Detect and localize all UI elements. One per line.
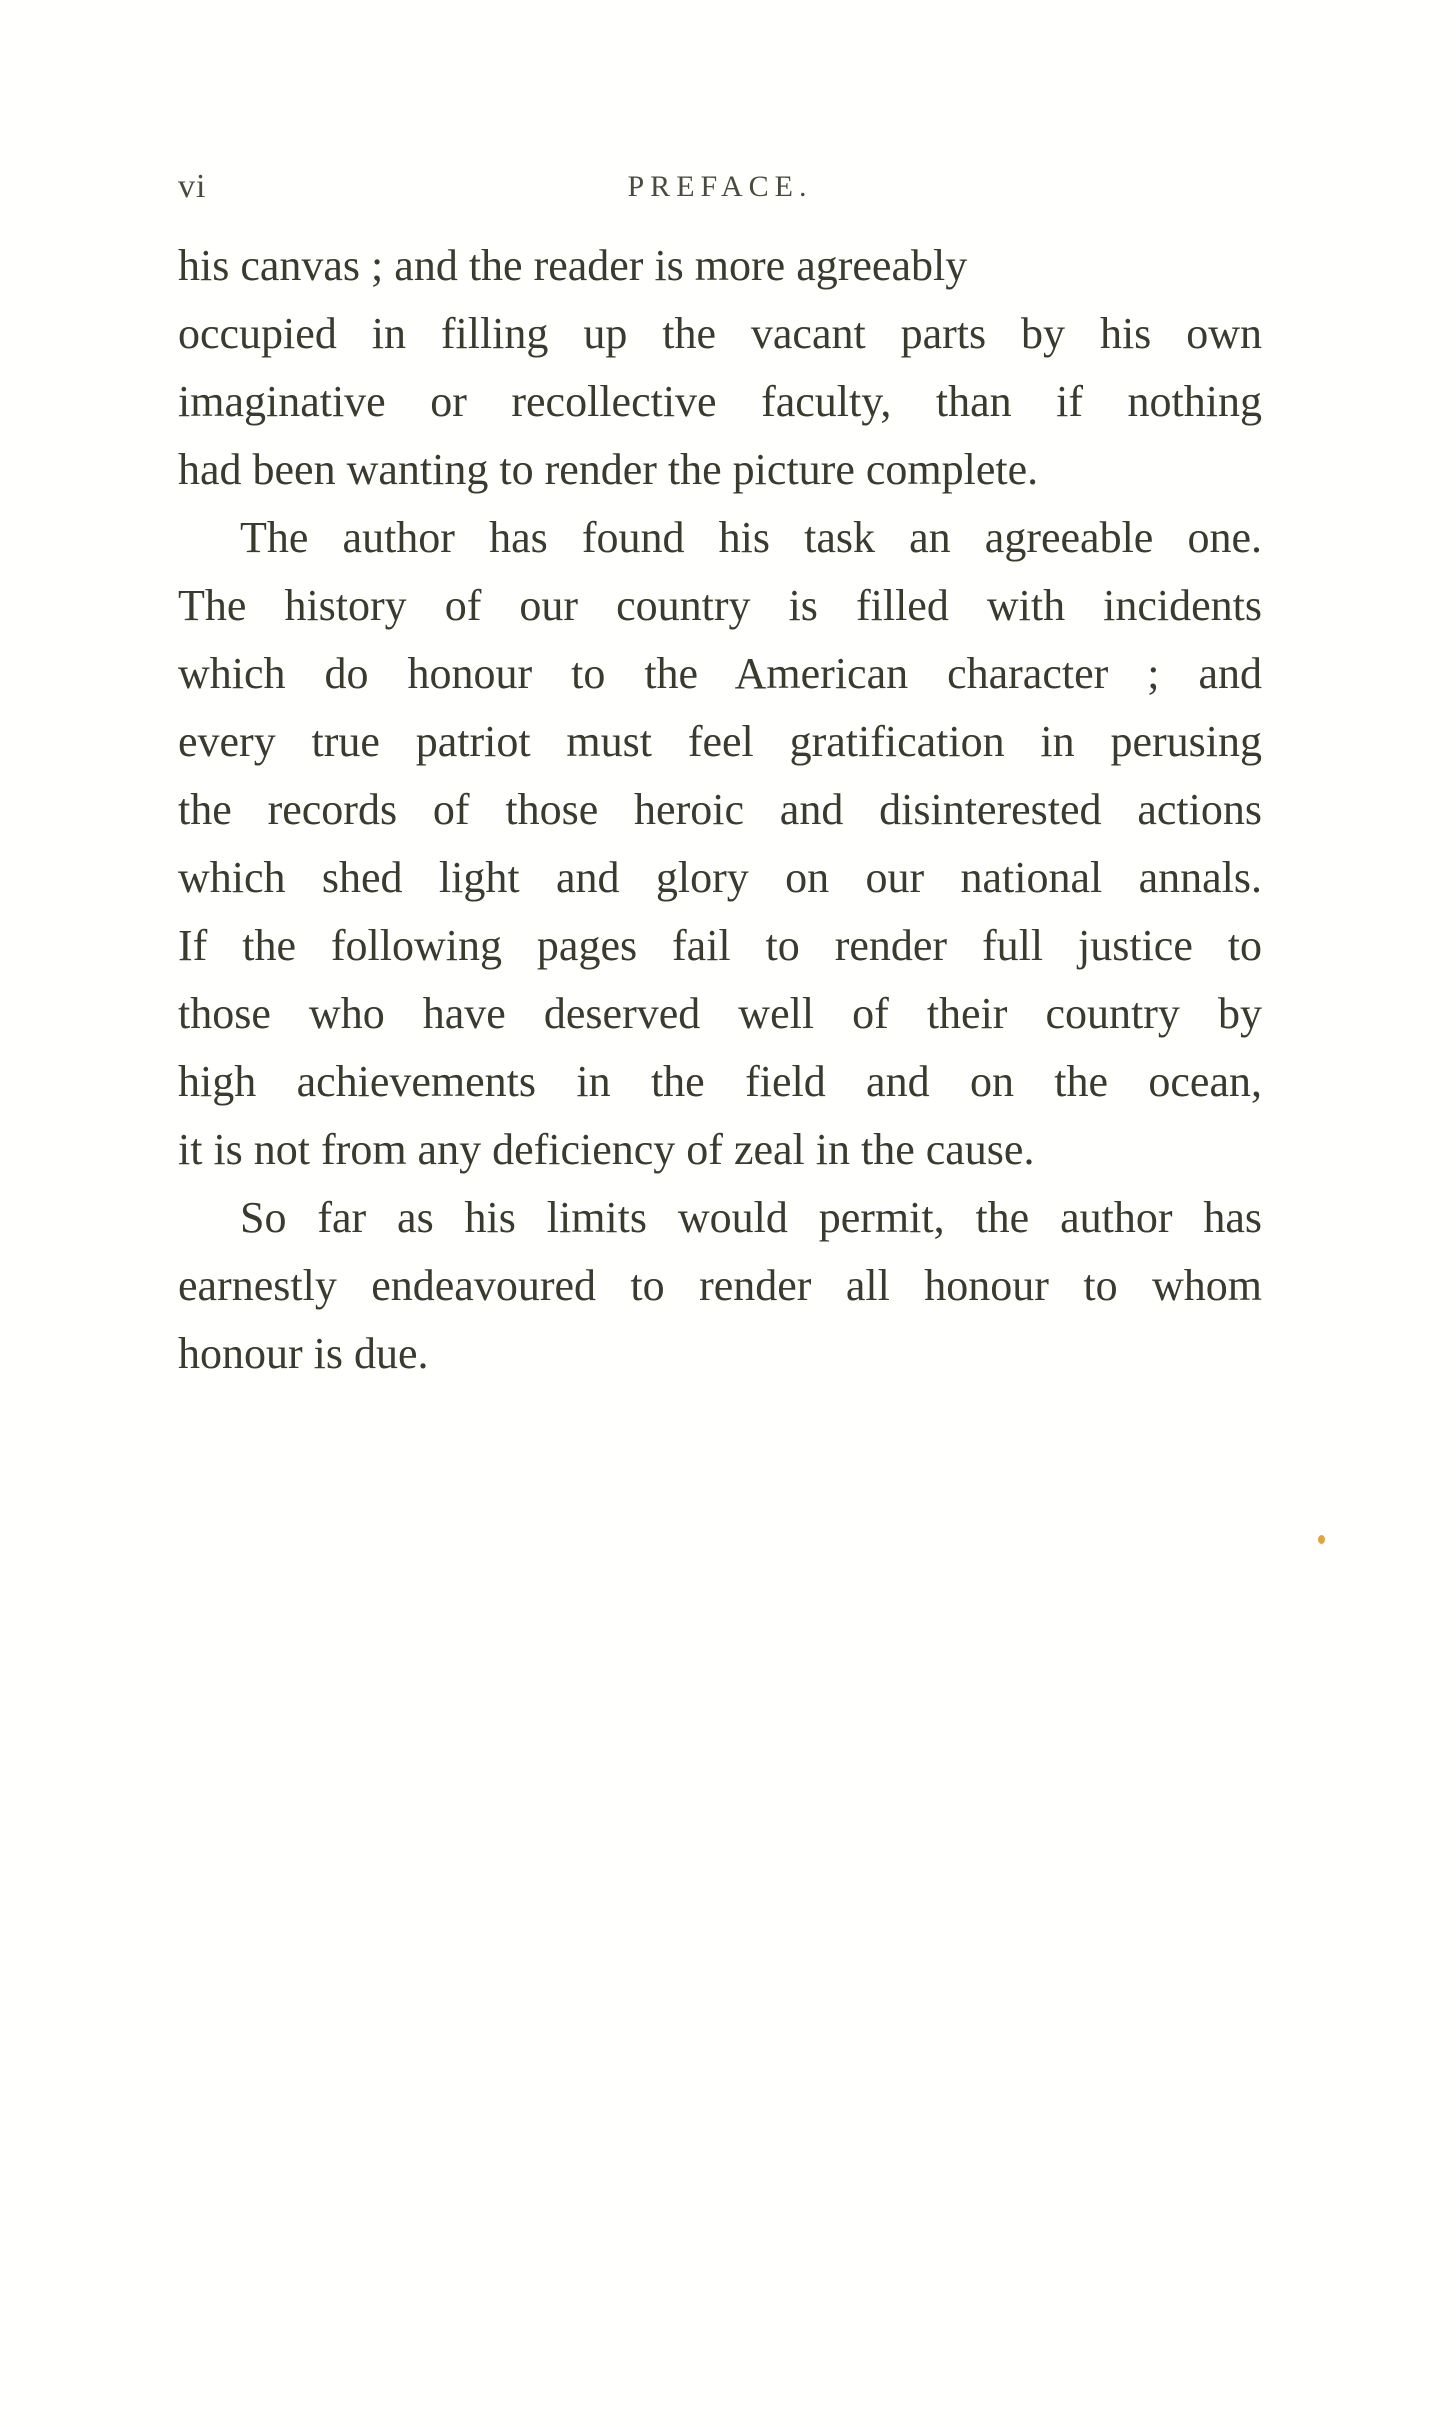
- preface-body: [178, 232, 1262, 1388]
- paper-speck: [1318, 1535, 1325, 1544]
- text-line: occupied in filling up the vacant parts by his own: [178, 309, 1262, 358]
- text-line: The author has found his task an agreeable one.: [240, 513, 1262, 562]
- text-line: earnestly endeavoured to render all honour to whom: [178, 1261, 1262, 1310]
- text-line: imaginative or recollective faculty, than if nothing: [178, 377, 1262, 426]
- page-number: vi: [178, 168, 207, 205]
- text-line: So far as his limits would permit, the author has: [240, 1193, 1262, 1242]
- text-line: honour is due.: [178, 1329, 429, 1378]
- running-title: PREFACE.: [627, 170, 813, 203]
- text-line: the records of those heroic and disinterested actions: [178, 785, 1262, 834]
- text-line: had been wanting to render the picture complete.: [178, 445, 1039, 494]
- text-line: it is not from any deficiency of zeal in the cause.: [178, 1125, 1035, 1174]
- text-line: those who have deserved well of their country by: [178, 989, 1262, 1038]
- text-line: every true patriot must feel gratification in perusing: [178, 717, 1262, 766]
- text-line: The history of our country is filled with incidents: [178, 581, 1262, 630]
- text-line: which do honour to the American character ; and: [178, 649, 1262, 698]
- text-line: which shed light and glory on our national annals.: [178, 853, 1262, 902]
- text-line: If the following pages fail to render full justice to: [178, 921, 1262, 970]
- text-line: his canvas ; and the reader is more agreeably: [178, 241, 968, 290]
- running-head: [178, 168, 1262, 212]
- text-line: high achievements in the field and on the ocean,: [178, 1057, 1262, 1106]
